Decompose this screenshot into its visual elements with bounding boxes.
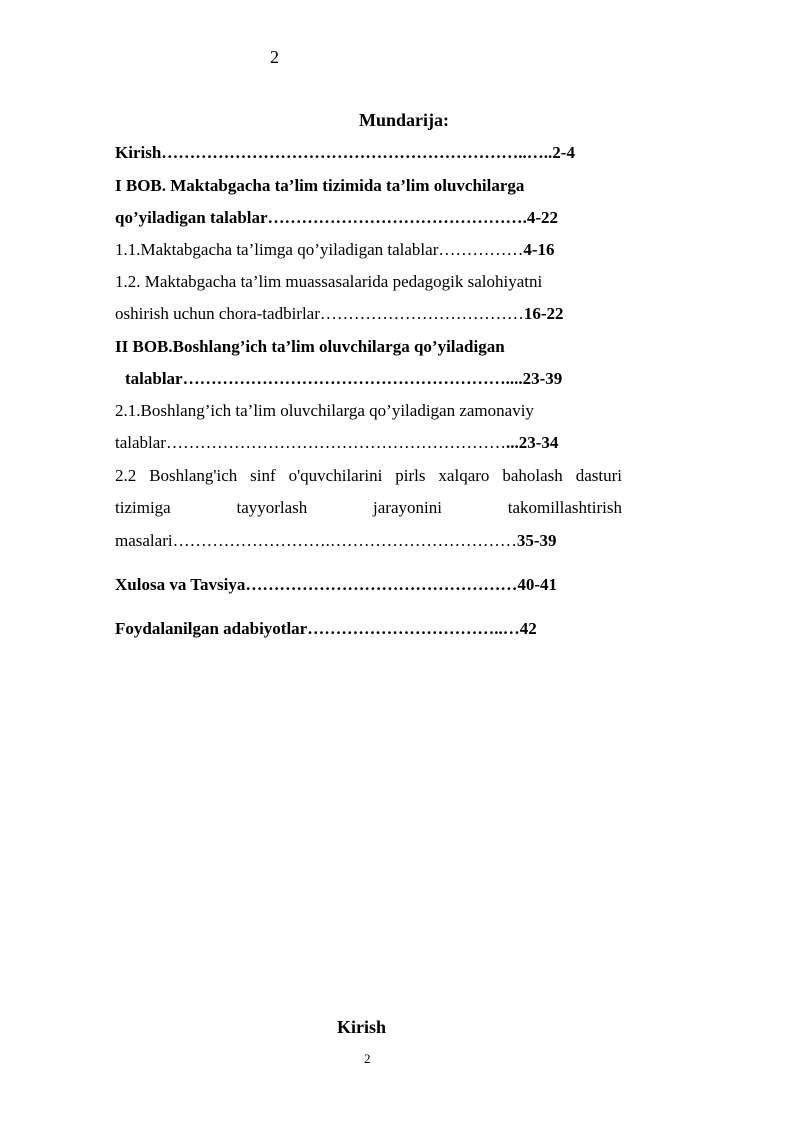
toc-heading: Mundarija: — [359, 110, 449, 130]
toc-chapter-2-title: II BOB.Boshlang’ich ta’lim oluvchilarga qo’yiladigan — [115, 337, 505, 356]
page-number-bottom: 2 — [364, 1051, 371, 1066]
toc-entry-text: masalari……………………….…………………………… — [115, 531, 517, 550]
toc-entry-text: qo’yiladigan talablar……………………………………… — [115, 208, 523, 227]
page-number-top: 2 — [270, 47, 279, 67]
toc-entry-conclusion — [115, 574, 557, 596]
toc-entry-text: talablar…………………………………………………. — [125, 369, 510, 388]
toc-entry-pages: 2-4 — [552, 143, 575, 162]
toc-entry-text: Xulosa va Tavsiya………………………………………… — [115, 575, 518, 594]
toc-section-1-2-cont — [115, 303, 564, 325]
toc-entry-kirish — [115, 142, 575, 164]
toc-section-2-2-cont: tizimiga tayyorlash jarayonini takomillashtirish — [115, 498, 622, 517]
toc-entry-pages: .4-22 — [522, 208, 558, 227]
toc-entry-pages: 40-41 — [517, 575, 558, 594]
toc-entry-pages: 42 — [519, 619, 537, 638]
toc-entry-text: oshirish uchun chora-tadbirlar……………………………… — [115, 304, 524, 323]
toc-entry-pages: ...23-34 — [505, 433, 559, 452]
toc-section-1-2: 1.2. Maktabgacha ta’lim muassasalarida pedagogik salohiyatni — [115, 272, 543, 291]
toc-entry-pages: 35-39 — [516, 531, 557, 550]
toc-chapter-1-title: I BOB. Maktabgacha ta’lim tizimida ta’lim oluvchilarga — [115, 176, 525, 195]
toc-section-2-2-end — [115, 530, 557, 552]
toc-section-2-2: 2.2 Boshlang'ich sinf o'quvchilarini pirls xalqaro baholash dasturi — [115, 466, 622, 485]
toc-entry-pages: 16-22 — [523, 304, 564, 323]
next-section-heading: Kirish — [337, 1017, 387, 1037]
toc-chapter-2-title-cont — [125, 368, 562, 390]
toc-entry-text: 1.1.Maktabgacha ta’limga qo’yiladigan talablar…………… — [115, 240, 524, 259]
toc-entry-text: Foydalanilgan adabiyotlar……………………………..… — [115, 619, 520, 638]
toc-entry-references — [115, 618, 537, 640]
toc-entry-text: talablar…………………………………………………… — [115, 433, 506, 452]
toc-entry-pages: ...23-39 — [509, 369, 563, 388]
toc-section-2-1-cont — [115, 432, 558, 454]
toc-section-1-1 — [115, 239, 555, 261]
toc-chapter-1-title-cont — [115, 207, 558, 229]
toc-entry-pages: 4-16 — [523, 240, 555, 259]
toc-entry-text: Kirish………………………………………………………..….. — [115, 143, 553, 162]
toc-section-2-1: 2.1.Boshlang’ich ta’lim oluvchilarga qo’yiladigan zamonaviy — [115, 401, 534, 420]
